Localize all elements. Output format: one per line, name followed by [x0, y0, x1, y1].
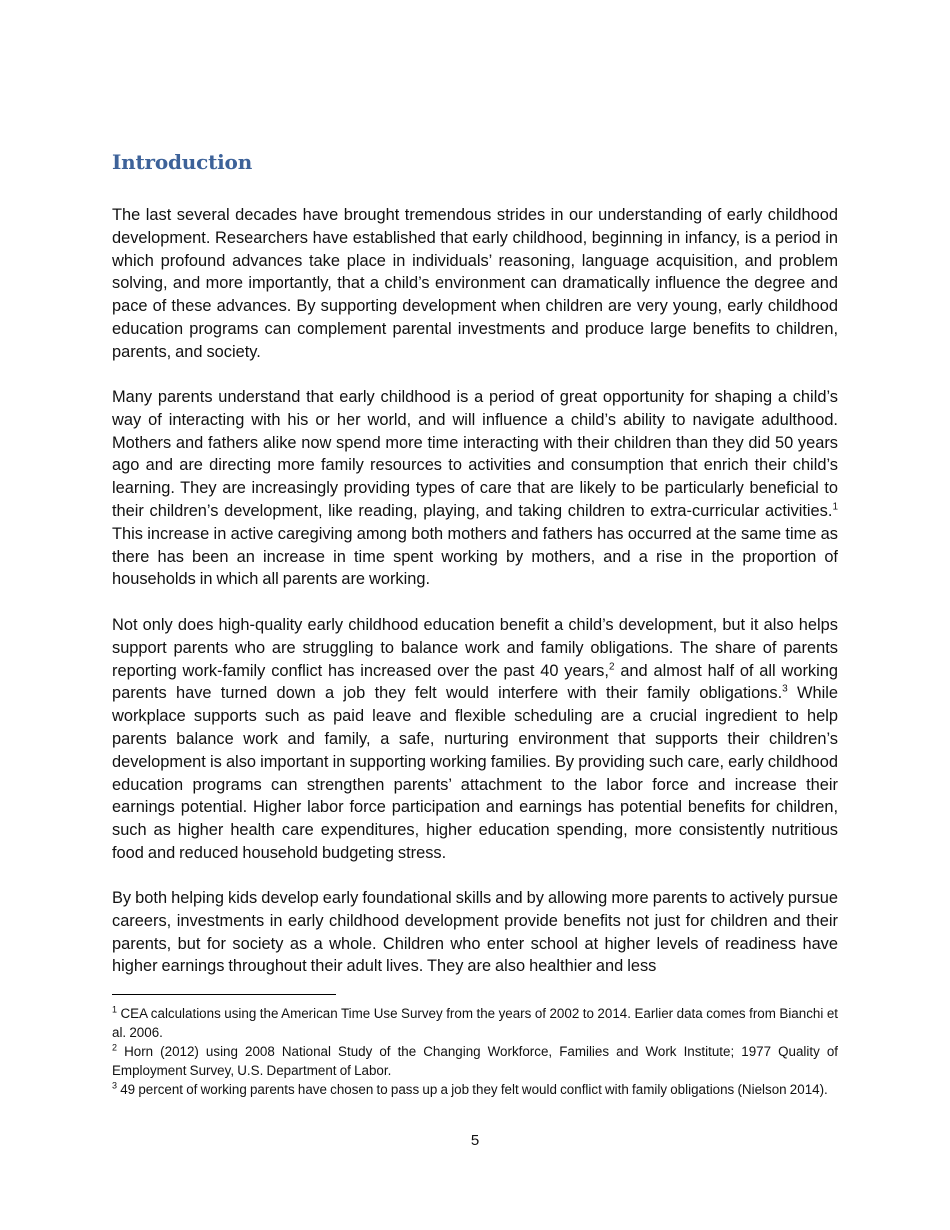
paragraph-3-text-c: While workplace supports such as paid leave and flexible scheduling are a crucial ingredient to help parents balance work and family, a safe, nurturing environment that supports their children’s development is also important in supporting working families. By providing such care, early childhood education programs can strengthen parents’ attachment to the labor force and increase their earnings potential. Higher labor force participation and earnings has potential benefits for children, such as higher health care expenditures, higher education spending, more consistently nutritious food and reduced household budgeting stress.: [112, 684, 838, 862]
footnote-2: [112, 1042, 838, 1080]
paragraph-4: By both helping kids develop early foundational skills and by allowing more parents to actively pursue careers, investments in early childhood development provide benefits not just for children and their parents, but for society as a whole. Children who enter school at higher levels of readiness have higher earnings throughout their adult lives. They are also healthier and less: [112, 889, 838, 976]
paragraph-2-text-a: Many parents understand that early childhood is a period of great opportunity for shaping a child’s way of interacting with his or her world, and will influence a child’s ability to navigate adulthood. Mothers and fathers alike now spend more time interacting with their children than they did 50 years ago and are directing more family resources to activities and consumption that enrich their child’s learning. They are increasingly providing types of care that are likely to be particularly beneficial to their children’s development, like reading, playing, and taking children to extra-curricular activities.: [112, 388, 838, 520]
footnote-ref-3[interactable]: 3: [782, 683, 788, 695]
paragraph-3-text-b: and almost half of all working parents have turned down a job they felt would interfere with their family obligations.: [112, 661, 838, 703]
footnote-1: [112, 1004, 838, 1042]
footnote-1-number: 1: [112, 1004, 118, 1015]
footnote-3-number: 3: [112, 1080, 118, 1091]
paragraph-1: The last several decades have brought tremendous strides in our understanding of early childhood development. Researchers have established that early childhood, beginning in infancy, is a period in which profound advances take place in individuals’ reasoning, language acquisition, and problem solving, and more importantly, that a child’s environment can dramatically influence the degree and pace of these advances. By supporting development when children are very young, early childhood education programs can complement parental investments and produce large benefits to children, parents, and society.: [112, 206, 838, 361]
footnote-2-number: 2: [112, 1042, 118, 1053]
footnote-1-text: CEA calculations using the American Time Use Survey from the years of 2002 to 2014. Earlier data comes from Bianchi et al. 2006.: [112, 1006, 838, 1040]
footnote-ref-1[interactable]: 1: [832, 501, 838, 513]
footnote-3: [112, 1080, 838, 1099]
paragraph-2-text-b: This increase in active caregiving among both mothers and fathers has occurred at the same time as there has been an increase in time spent working by mothers, and a rise in the proportion of households in which all parents are working.: [112, 524, 838, 589]
page-number: 5: [470, 1132, 480, 1149]
footnote-2-text: Horn (2012) using 2008 National Study of the Changing Workforce, Families and Work Institute; 1977 Quality of Employment Survey, U.S. Department of Labor.: [112, 1044, 838, 1078]
paragraph-3: [112, 614, 838, 865]
footnote-3-text: 49 percent of working parents have chosen to pass up a job they felt would conflict with family obligations (Nielson 2014).: [117, 1082, 828, 1097]
footnote-ref-2[interactable]: 2: [608, 661, 615, 673]
footnote-separator: [112, 994, 336, 995]
paragraph-2: [112, 386, 838, 591]
footnotes: [112, 1004, 838, 1099]
section-heading: Introduction: [112, 150, 253, 174]
paragraph-3-text-a: Not only does high-quality early childhood education benefit a child’s development, but it also helps support parents who are struggling to balance work and family obligations. The share of parents reporting work-family conflict has increased over the past 40 years,: [112, 616, 838, 680]
